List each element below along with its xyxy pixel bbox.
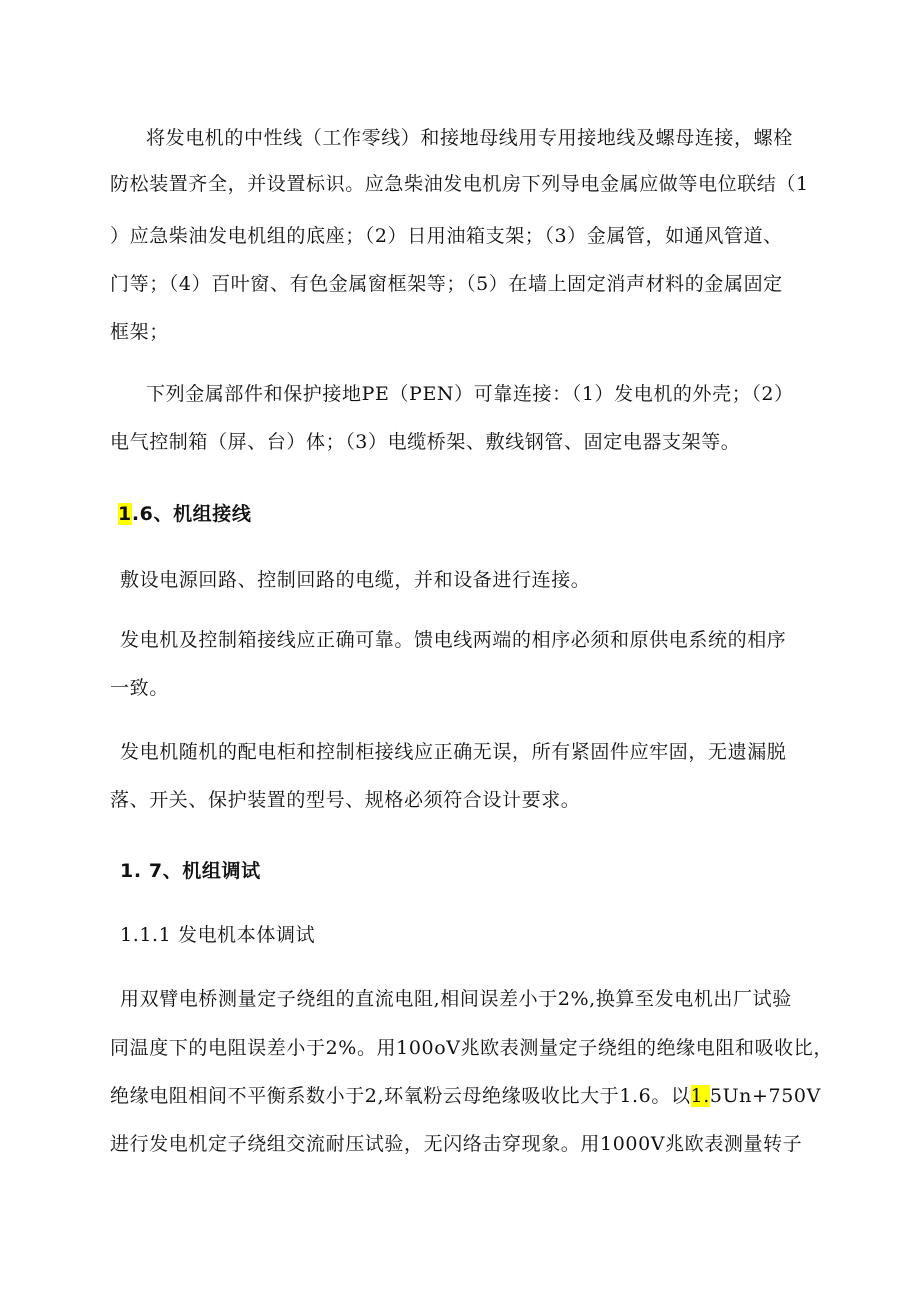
paragraph-grounding-line-2: 防松装置齐全，并设置标识。应急柴油发电机房下列导电金属应做等电位联结（1 [110, 173, 809, 195]
paragraph-grounding-line-3: ）应急柴油发电机组的底座；（2）日用油箱支架；（3）金属管，如通风管道、 [110, 225, 783, 247]
paragraph-test-line-3 [110, 1082, 830, 1110]
paragraph-grounding-line-1: 将发电机的中性线（工作零线）和接地母线用专用接地线及螺母连接，螺栓 [146, 127, 793, 149]
paragraph-phase-line-2: 一致。 [110, 677, 169, 699]
paragraph-pe-line-1: 下列金属部件和保护接地PE（PEN）可靠连接：（1）发电机的外壳；（2） [146, 383, 794, 405]
paragraph-test-line-2: 同温度下的电阻误差小于2%。用100oV兆欧表测量定子绕组的绝缘电阻和吸收比， [110, 1037, 833, 1059]
paragraph-grounding-line-4: 门等；（4）百叶窗、有色金属窗框架等；（5）在墙上固定消声材料的金属固定 [110, 273, 783, 295]
paragraph-grounding-line-5: 框架； [110, 321, 169, 343]
paragraph-test-line-4: 进行发电机定子绕组交流耐压试验，无闪络击穿现象。用1000V兆欧表测量转子 [110, 1133, 803, 1155]
section-1-6-title: .6、机组接线 [131, 503, 252, 525]
test-line-3-before: 绝缘电阻相间不平衡系数小于2,环氧粉云母绝缘吸收比大于1.6。以 [110, 1085, 691, 1107]
paragraph-cabinet-line-1: 发电机随机的配电柜和控制柜接线应正确无误，所有紧固件应牢固，无遗漏脱 [120, 741, 787, 763]
highlighted-number: 1 [118, 503, 132, 525]
paragraph-cabinet-line-2: 落、开关、保护装置的型号、规格必须符合设计要求。 [110, 789, 581, 811]
section-1-1-1-heading: 1.1.1 发电机本体调试 [120, 924, 316, 946]
paragraph-cable-line-1: 敷设电源回路、控制回路的电缆，并和设备进行连接。 [120, 569, 591, 591]
test-line-3-after: 5Un+750V [709, 1085, 821, 1107]
section-1-6-heading [118, 500, 838, 528]
paragraph-pe-line-2: 电气控制箱（屏、台）体；（3）电缆桥架、敷线钢管、固定电器支架等。 [110, 431, 741, 453]
paragraph-test-line-1: 用双臂电桥测量定子绕组的直流电阻,相间误差小于2%,换算至发电机出厂试验 [120, 988, 792, 1010]
highlighted-number: 1. [690, 1085, 710, 1107]
section-1-7-heading: 1. 7、机组调试 [120, 860, 261, 882]
paragraph-phase-line-1: 发电机及控制箱接线应正确可靠。馈电线两端的相序必须和原供电系统的相序 [120, 629, 787, 651]
